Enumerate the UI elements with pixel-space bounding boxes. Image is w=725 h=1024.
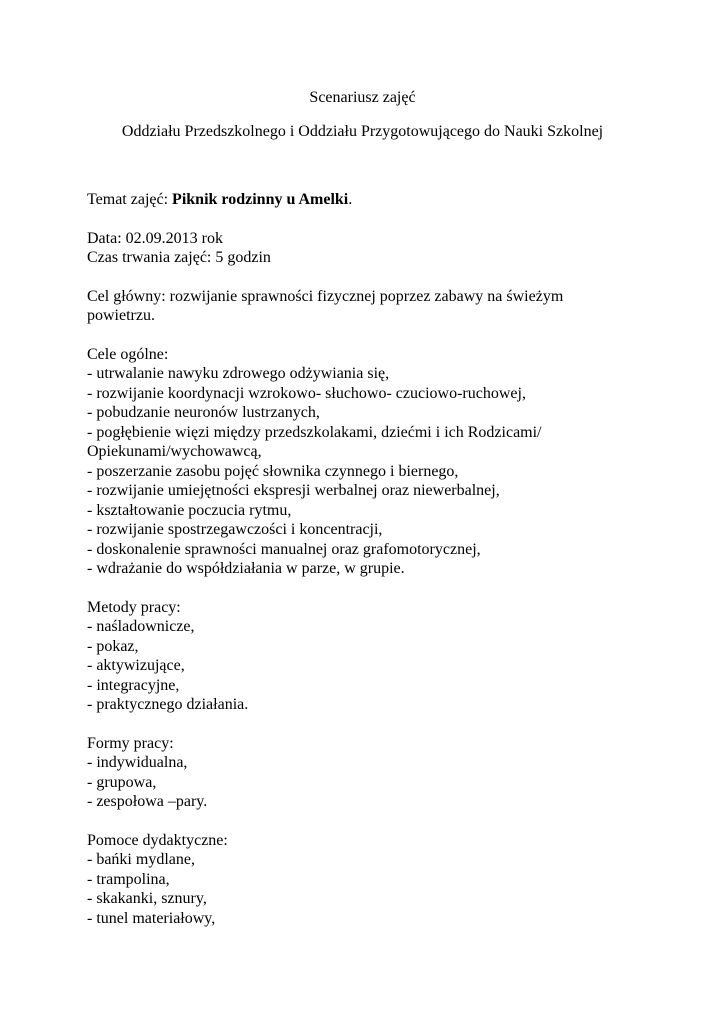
- methods-heading: Metody pracy:: [87, 598, 181, 616]
- forms-heading: Formy pracy:: [87, 734, 174, 752]
- list-item: - utrwalanie nawyku zdrowego odżywiania się,: [87, 365, 390, 382]
- list-item: - trampolina,: [87, 870, 170, 888]
- topic-label: Temat zajęć:: [87, 191, 173, 208]
- document-title: Scenariusz zajęć: [309, 89, 416, 106]
- list-item: - grupowa,: [87, 773, 157, 791]
- list-item: Opiekunami/wychowawcą,: [87, 443, 262, 460]
- spacer: [87, 579, 647, 598]
- topic-suffix: .: [348, 191, 353, 208]
- list-item: - praktycznego działania.: [87, 696, 249, 713]
- list-item: - bańki mydlane,: [87, 851, 195, 868]
- document-body: [87, 190, 647, 928]
- list-item: - tunel materiałowy,: [87, 909, 216, 927]
- spacer: [87, 715, 647, 734]
- general-goals-list: [87, 364, 647, 579]
- spacer: [87, 268, 647, 287]
- spacer: [87, 326, 647, 345]
- list-item: - wdrażanie do współdziałania w parze, w grupie.: [87, 560, 405, 577]
- list-item: - skakanki, sznury,: [87, 890, 207, 907]
- list-item: - poszerzanie zasobu pojęć słownika czynnego i biernego,: [87, 462, 459, 480]
- list-item: - pogłębienie więzi między przedszkolakami, dziećmi i ich Rodzicami/: [87, 423, 542, 441]
- document-subtitle: Oddziału Przedszkolnego i Oddziału Przygotowującego do Nauki Szkolnej: [121, 123, 604, 140]
- aids-heading: Pomoce dydaktyczne:: [87, 831, 228, 849]
- list-item: - rozwijanie umiejętności ekspresji werbalnej oraz niewerbalnej,: [87, 482, 500, 499]
- aids-list: [87, 850, 647, 928]
- topic-line: [87, 190, 647, 210]
- general-goals-heading: Cele ogólne:: [87, 345, 169, 363]
- duration-line: Czas trwania zajęć: 5 godzin: [87, 249, 271, 266]
- date-line: Data: 02.09.2013 rok: [87, 229, 223, 247]
- list-item: - rozwijanie spostrzegawczości i koncentracji,: [87, 521, 383, 538]
- list-item: - zespołowa –pary.: [87, 793, 208, 810]
- main-goal-line-2: powietrzu.: [87, 307, 155, 324]
- list-item: - rozwijanie koordynacji wzrokowo- słuchowo- czuciowo-ruchowej,: [87, 384, 526, 402]
- list-item: - pokaz,: [87, 637, 139, 655]
- list-item: - kształtowanie poczucia rytmu,: [87, 501, 292, 519]
- topic-value: Piknik rodzinny u Amelki: [172, 191, 349, 208]
- forms-list: [87, 753, 647, 812]
- list-item: - naśladownicze,: [87, 618, 195, 635]
- list-item: - pobudzanie neuronów lustrzanych,: [87, 404, 320, 421]
- spacer: [87, 210, 647, 229]
- list-item: - aktywizujące,: [87, 657, 185, 674]
- methods-list: [87, 617, 647, 715]
- list-item: - doskonalenie sprawności manualnej oraz grafomotorycznej,: [87, 540, 481, 558]
- list-item: - indywidualna,: [87, 754, 188, 771]
- main-goal-line-1: Cel główny: rozwijanie sprawności fizycznej poprzez zabawy na świeżym: [87, 287, 564, 305]
- list-item: - integracyjne,: [87, 676, 180, 694]
- spacer: [87, 812, 647, 831]
